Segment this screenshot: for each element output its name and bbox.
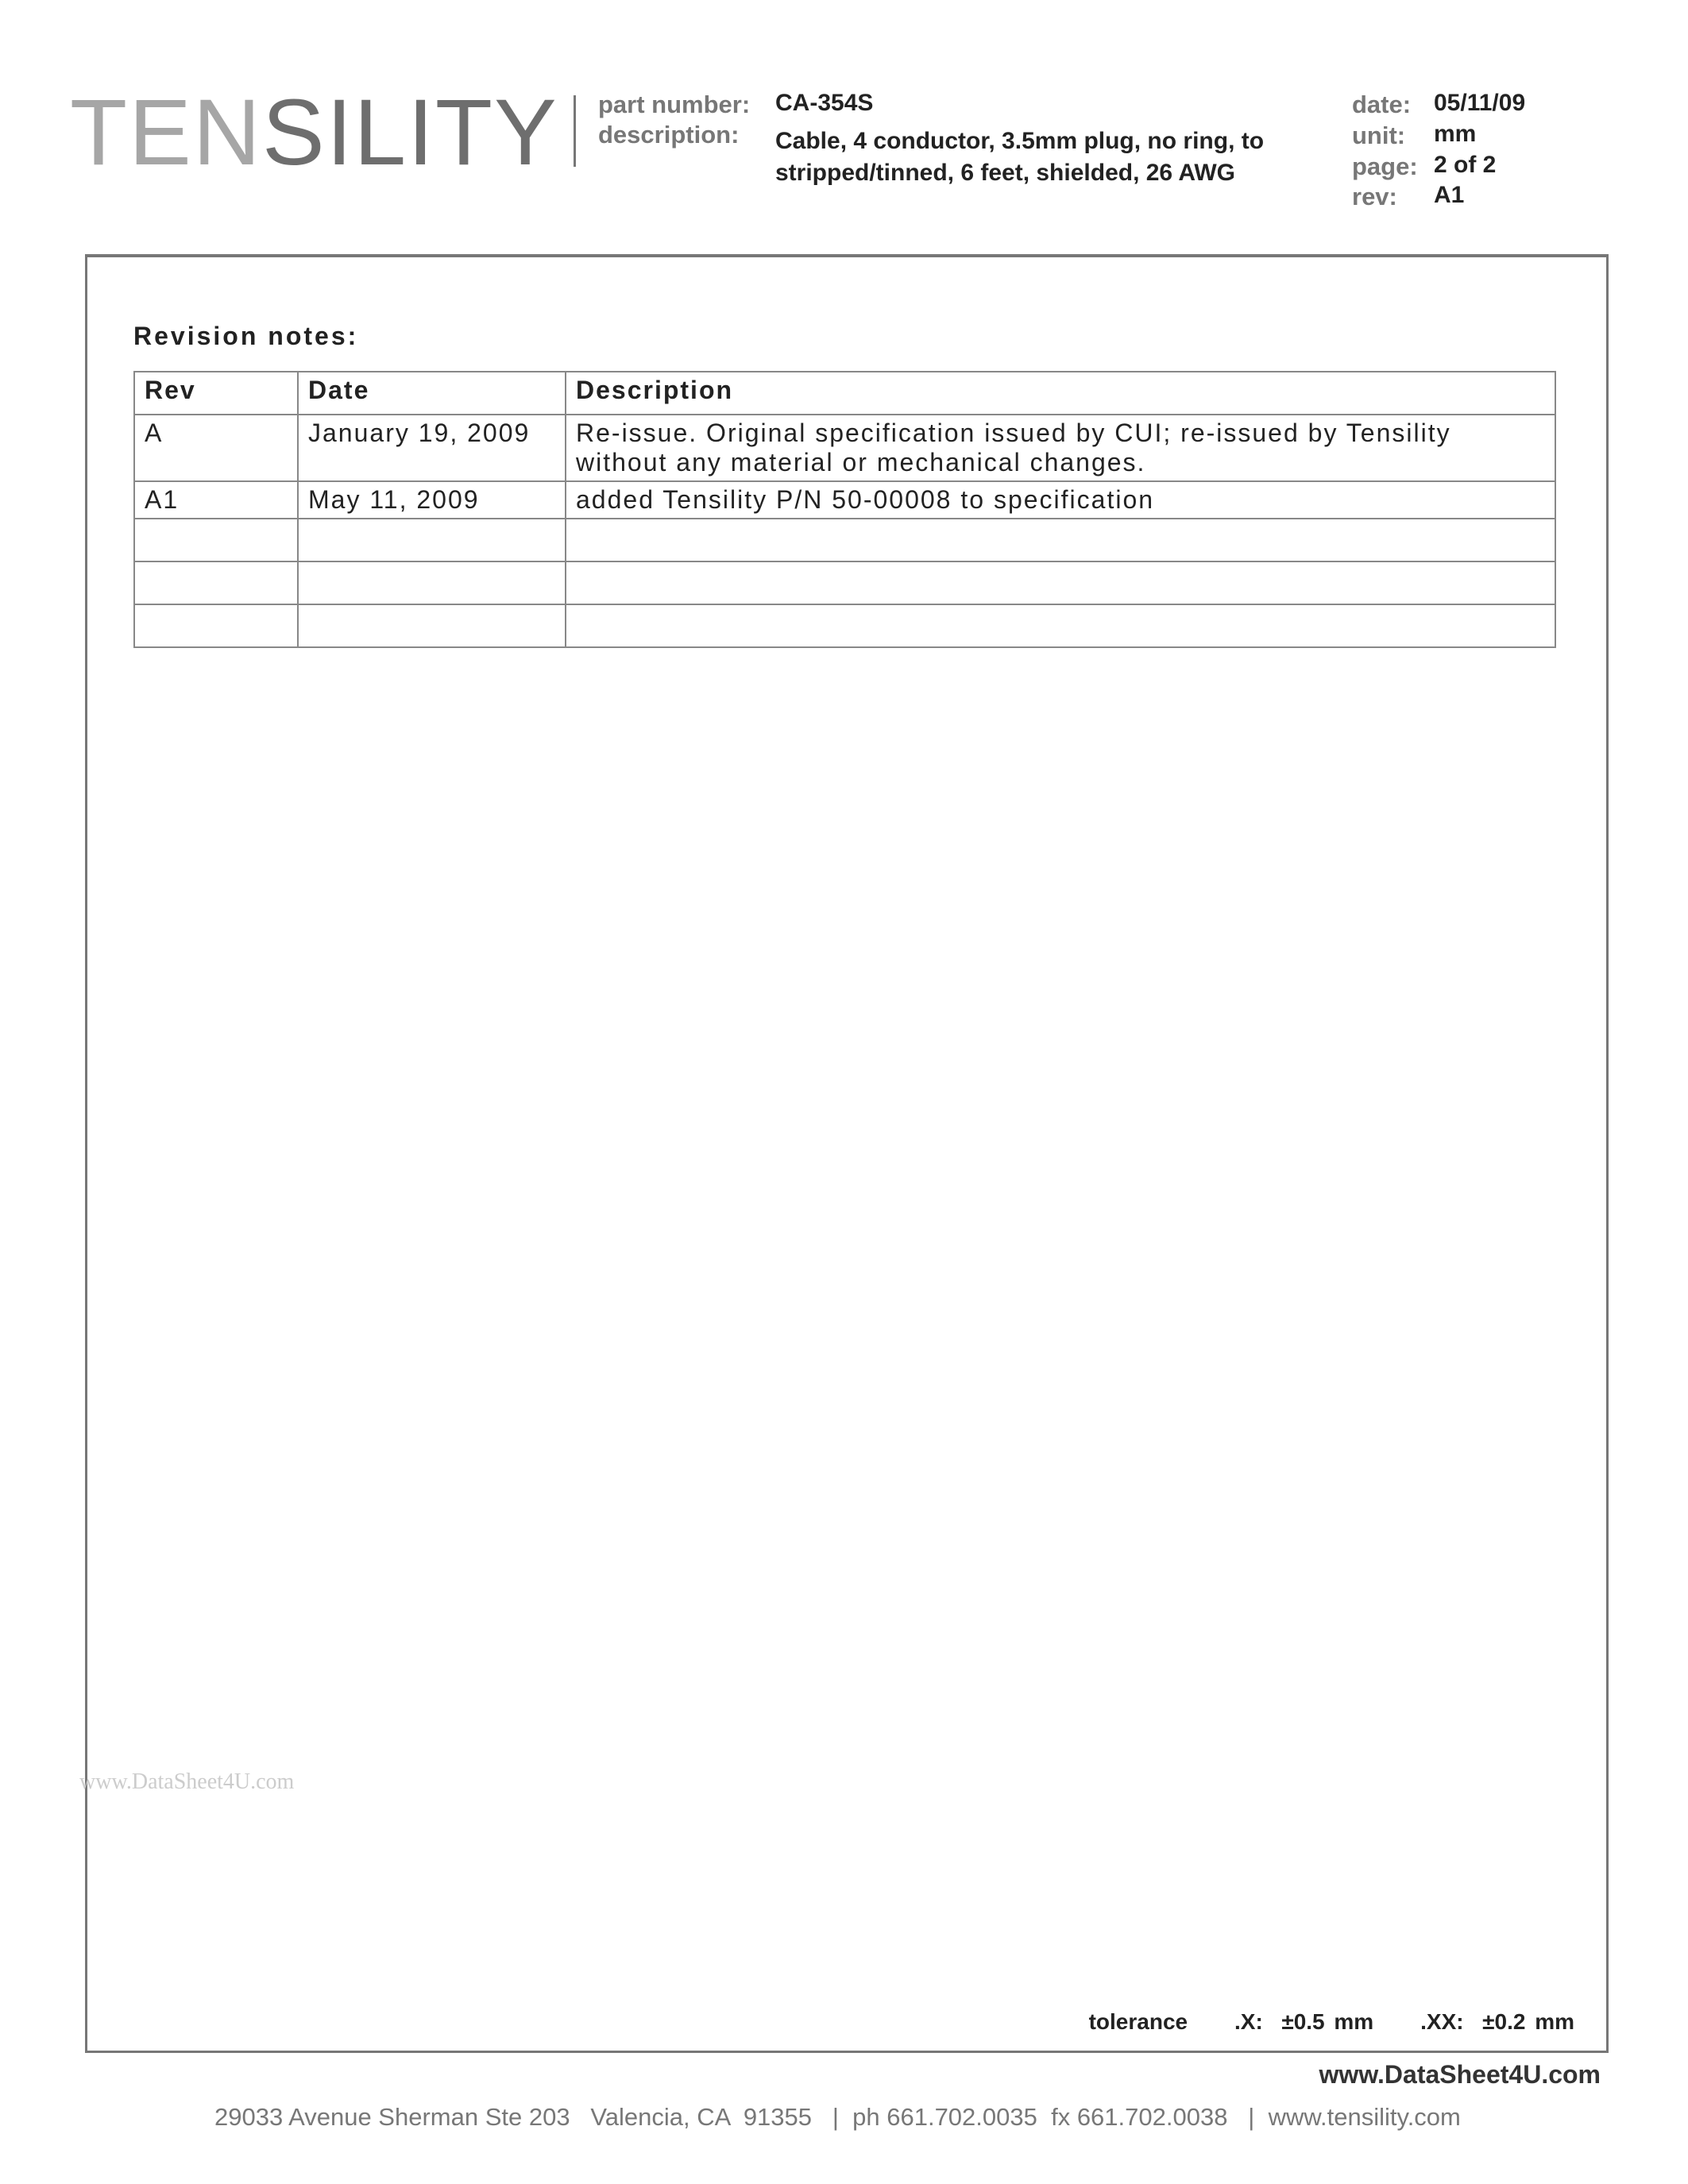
date-value: 05/11/09	[1434, 90, 1526, 116]
unit-label: unit:	[1352, 122, 1406, 149]
rev-value: A1	[1434, 182, 1465, 208]
footer-address: 29033 Avenue Sherman Ste 203 Valencia, CA 91355 | ph 661.702.0035 fx 661.702.0038 | www.tensility.com	[214, 2103, 1461, 2131]
watermark-footer: www.DataSheet4U.com	[1319, 2060, 1601, 2089]
empty-cell	[298, 519, 566, 561]
empty-cell	[566, 519, 1555, 561]
empty-cell	[566, 561, 1555, 604]
revision-notes-title: Revision notes:	[133, 322, 359, 350]
tolerance-label: tolerance	[1088, 2009, 1188, 2034]
logo-part1: TEN	[70, 80, 262, 185]
description-line2: stripped/tinned, 6 feet, shielded, 26 AWG	[775, 160, 1235, 186]
table-row-empty	[134, 519, 1555, 561]
revision-table	[133, 371, 1556, 648]
table-header	[134, 372, 1555, 415]
col-rev: Rev	[134, 372, 298, 415]
rev-label: rev:	[1352, 183, 1397, 210]
empty-cell	[134, 519, 298, 561]
col-date: Date	[298, 372, 566, 415]
part-number-label: part number:	[598, 91, 751, 118]
description-cell: added Tensility P/N 50-00008 to specification	[566, 481, 1555, 519]
tolerance-x: .X: ±0.5 mm	[1234, 2009, 1374, 2034]
tolerance-xx: .XX: ±0.2 mm	[1420, 2009, 1574, 2034]
logo-part2: SILITY	[262, 80, 558, 185]
part-number-value: CA-354S	[775, 90, 874, 116]
rev-cell: A	[134, 415, 298, 481]
rev-cell: A1	[134, 481, 298, 519]
table-row-empty	[134, 561, 1555, 604]
tensility-logo	[70, 80, 558, 185]
description-cell: Re-issue. Original specification issued by CUI; re-issued by Tensility without any material or mechanical changes.	[566, 415, 1555, 481]
empty-cell	[134, 604, 298, 647]
watermark-left: www.DataSheet4U.com	[79, 1769, 295, 1794]
table-row-empty	[134, 604, 1555, 647]
empty-cell	[566, 604, 1555, 647]
date-cell: May 11, 2009	[298, 481, 566, 519]
empty-cell	[298, 561, 566, 604]
table-row	[134, 415, 1555, 481]
date-label: date:	[1352, 91, 1412, 118]
date-cell: January 19, 2009	[298, 415, 566, 481]
page-label: page:	[1352, 152, 1418, 180]
description-label: description:	[598, 121, 740, 149]
col-description: Description	[566, 372, 1555, 415]
page-value: 2 of 2	[1434, 152, 1497, 178]
unit-value: mm	[1434, 121, 1477, 147]
empty-cell	[134, 561, 298, 604]
header-divider	[574, 95, 576, 167]
tolerance-block	[1089, 2009, 1574, 2035]
table-row	[134, 481, 1555, 519]
empty-cell	[298, 604, 566, 647]
description-line1: Cable, 4 conductor, 3.5mm plug, no ring, to	[775, 128, 1265, 154]
